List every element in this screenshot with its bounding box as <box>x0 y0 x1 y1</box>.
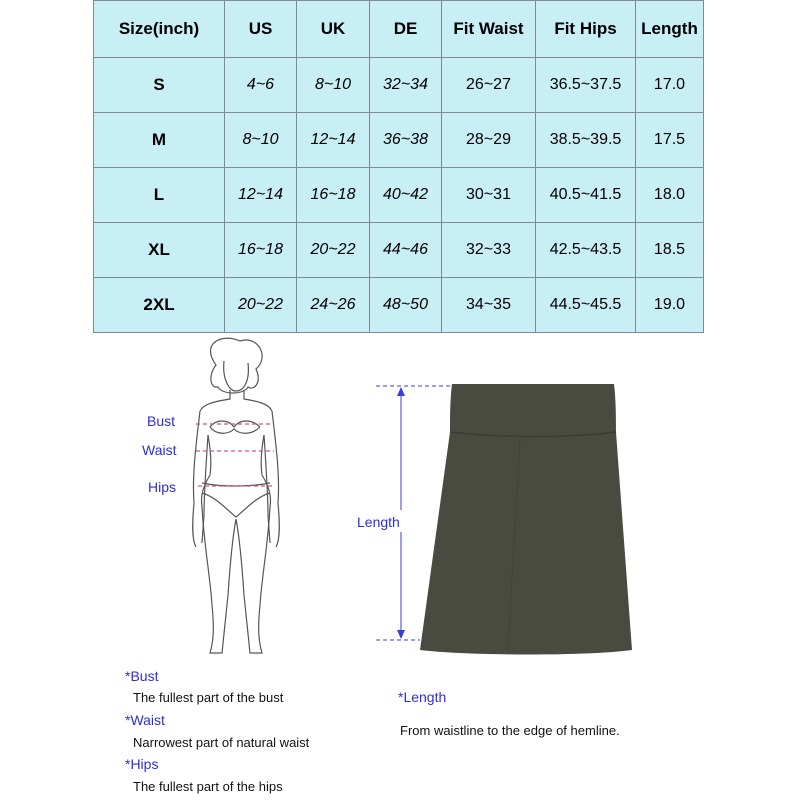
right-leg-outline <box>236 507 270 653</box>
cell-fit-hips: 42.5~43.5 <box>536 223 636 278</box>
hips-note-title: *Hips <box>125 756 159 772</box>
cell-length: 17.5 <box>636 113 704 168</box>
cell-size: S <box>94 58 225 113</box>
length-arrow-up-icon <box>397 387 405 396</box>
left-leg-outline <box>202 507 236 653</box>
cell-fit-waist: 34~35 <box>442 278 536 333</box>
hair-outline <box>210 338 262 393</box>
hips-label: Hips <box>148 479 177 495</box>
cell-length: 19.0 <box>636 278 704 333</box>
body-figure-illustration <box>170 335 300 660</box>
length-arrow-down-icon <box>397 630 405 639</box>
header-us: US <box>225 1 297 58</box>
cell-fit-hips: 44.5~45.5 <box>536 278 636 333</box>
cell-size: 2XL <box>94 278 225 333</box>
cell-fit-hips: 36.5~37.5 <box>536 58 636 113</box>
hips-note-desc: The fullest part of the hips <box>133 779 283 794</box>
cell-fit-waist: 32~33 <box>442 223 536 278</box>
bust-note-title: *Bust <box>125 668 159 684</box>
table-row <box>94 113 704 168</box>
briefs-bottom-outline <box>202 493 270 517</box>
cell-size: XL <box>94 223 225 278</box>
length-note-desc: From waistline to the edge of hemline. <box>400 723 620 738</box>
header-fit-hips: Fit Hips <box>536 1 636 58</box>
cell-uk: 20~22 <box>297 223 370 278</box>
cell-de: 44~46 <box>370 223 442 278</box>
cell-fit-waist: 30~31 <box>442 168 536 223</box>
bust-label: Bust <box>147 413 176 429</box>
cell-fit-waist: 26~27 <box>442 58 536 113</box>
cell-de: 36~38 <box>370 113 442 168</box>
cell-length: 17.0 <box>636 58 704 113</box>
right-arm-outer <box>272 411 279 547</box>
table-row <box>94 223 704 278</box>
cell-size: M <box>94 113 225 168</box>
cell-length: 18.5 <box>636 223 704 278</box>
left-arm-outer <box>193 411 200 547</box>
cell-uk: 16~18 <box>297 168 370 223</box>
bra-bottom-outline <box>210 427 260 433</box>
table-row <box>94 278 704 333</box>
left-shoulder-outline <box>200 390 230 411</box>
bust-note-desc: The fullest part of the bust <box>133 690 284 705</box>
cell-us: 4~6 <box>225 58 297 113</box>
cell-us: 16~18 <box>225 223 297 278</box>
header-de: DE <box>370 1 442 58</box>
table-row <box>94 58 704 113</box>
waist-note-desc: Narrowest part of natural waist <box>133 735 310 750</box>
waist-label: Waist <box>142 442 177 458</box>
length-note-title: *Length <box>398 689 447 705</box>
face-outline <box>224 361 249 391</box>
cell-fit-waist: 28~29 <box>442 113 536 168</box>
cell-uk: 8~10 <box>297 58 370 113</box>
cell-size: L <box>94 168 225 223</box>
length-label: Length <box>357 514 400 530</box>
skirt-illustration <box>370 380 670 660</box>
cell-uk: 12~14 <box>297 113 370 168</box>
size-chart-table <box>93 0 704 333</box>
cell-us: 20~22 <box>225 278 297 333</box>
header-length: Length <box>636 1 704 58</box>
table-row <box>94 168 704 223</box>
cell-fit-hips: 40.5~41.5 <box>536 168 636 223</box>
header-fit-waist: Fit Waist <box>442 1 536 58</box>
header-uk: UK <box>297 1 370 58</box>
cell-de: 32~34 <box>370 58 442 113</box>
cell-us: 12~14 <box>225 168 297 223</box>
header-size: Size(inch) <box>94 1 225 58</box>
table-header-row <box>94 1 704 58</box>
skirt-body <box>420 384 632 655</box>
cell-de: 40~42 <box>370 168 442 223</box>
cell-us: 8~10 <box>225 113 297 168</box>
right-shoulder-outline <box>244 390 272 411</box>
cell-length: 18.0 <box>636 168 704 223</box>
cell-de: 48~50 <box>370 278 442 333</box>
waist-note-title: *Waist <box>125 712 165 728</box>
cell-fit-hips: 38.5~39.5 <box>536 113 636 168</box>
cell-uk: 24~26 <box>297 278 370 333</box>
